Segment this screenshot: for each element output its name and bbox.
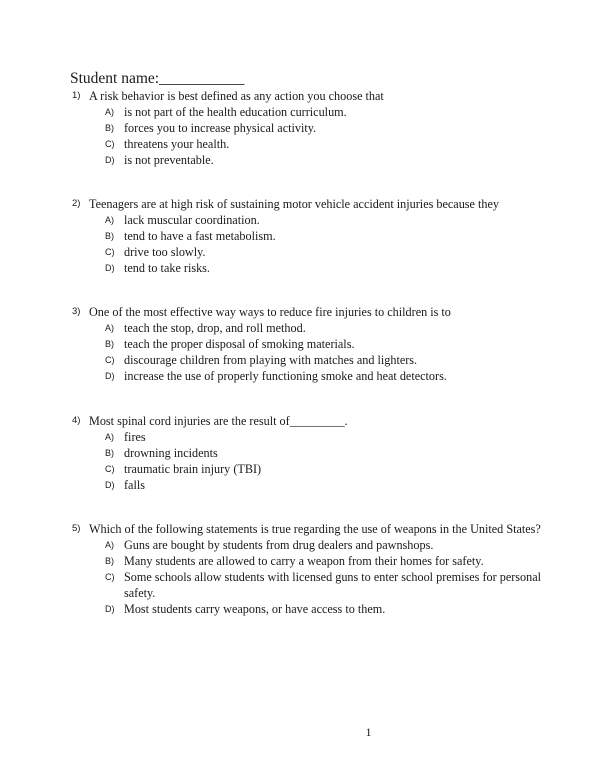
answer-option [105,336,542,352]
answer-option [105,320,542,336]
question-2 [72,196,542,276]
option-letter: B) [105,339,114,349]
answer-option [105,601,542,617]
question-number: 4) [72,415,81,426]
answer-option [105,120,542,136]
question-number: 5) [72,523,81,534]
option-text: traumatic brain injury (TBI) [124,462,262,476]
option-letter: C) [105,464,115,474]
option-letter: B) [105,231,114,241]
option-text: teach the proper disposal of smoking materials. [124,337,355,351]
option-letter: A) [105,540,114,550]
question-4 [72,413,542,493]
answer-option [105,445,542,461]
option-text: Most students carry weapons, or have access to them. [124,602,386,616]
option-text: threatens your health. [124,137,230,151]
option-letter: A) [105,432,114,442]
option-letter: D) [105,371,115,381]
option-text: tend to have a fast metabolism. [124,229,276,243]
option-letter: D) [105,480,115,490]
answer-option [105,104,542,120]
option-text: forces you to increase physical activity. [124,121,317,135]
option-text: falls [124,478,145,492]
option-letter: C) [105,572,115,582]
question-1 [72,88,542,168]
option-text: teach the stop, drop, and roll method. [124,321,306,335]
option-letter: D) [105,263,115,273]
answer-option [105,569,542,601]
option-letter: D) [105,604,115,614]
option-letter: C) [105,247,115,257]
answer-option [105,352,542,368]
answer-option [105,368,542,384]
option-text: fires [124,430,146,444]
question-number: 1) [72,90,81,101]
answer-option [105,537,542,553]
option-text: is not part of the health education curriculum. [124,105,347,119]
option-letter: A) [105,107,114,117]
option-letter: C) [105,355,115,365]
option-letter: C) [105,139,115,149]
option-text: tend to take risks. [124,261,210,275]
option-text: Many students are allowed to carry a weapon from their homes for safety. [124,554,484,568]
option-letter: A) [105,323,114,333]
option-text: is not preventable. [124,153,214,167]
question-5 [72,521,542,617]
answer-option [105,136,542,152]
option-text: drowning incidents [124,446,218,460]
question-number: 2) [72,198,81,209]
option-text: Some schools allow students with licensed guns to enter school premises for personal safety. [124,570,542,600]
page-number: 1 [365,725,372,739]
answer-option [105,228,542,244]
option-text: increase the use of properly functioning smoke and heat detectors. [124,369,447,383]
answer-option [105,244,542,260]
answer-option [105,212,542,228]
option-letter: D) [105,155,115,165]
answer-option [105,152,542,168]
question-text: Most spinal cord injuries are the result of_________. [89,414,348,428]
option-text: Guns are bought by students from drug dealers and pawnshops. [124,538,434,552]
question-3 [72,304,542,384]
option-text: lack muscular coordination. [124,213,260,227]
option-text: drive too slowly. [124,245,206,259]
option-letter: A) [105,215,114,225]
answer-option [105,429,542,445]
option-letter: B) [105,448,114,458]
option-letter: B) [105,556,114,566]
option-text: discourage children from playing with matches and lighters. [124,353,418,367]
answer-option [105,477,542,493]
question-text: Teenagers are at high risk of sustaining motor vehicle accident injuries because they [89,197,499,211]
answer-option [105,553,542,569]
question-text: One of the most effective way ways to reduce fire injuries to children is to [89,305,451,319]
option-letter: B) [105,123,114,133]
answer-option [105,461,542,477]
student-name-label: Student name:___________ [70,70,245,87]
question-text: A risk behavior is best defined as any action you choose that [89,89,384,103]
answer-option [105,260,542,276]
question-number: 3) [72,306,81,317]
question-text: Which of the following statements is true regarding the use of weapons in the United States? [89,522,541,536]
